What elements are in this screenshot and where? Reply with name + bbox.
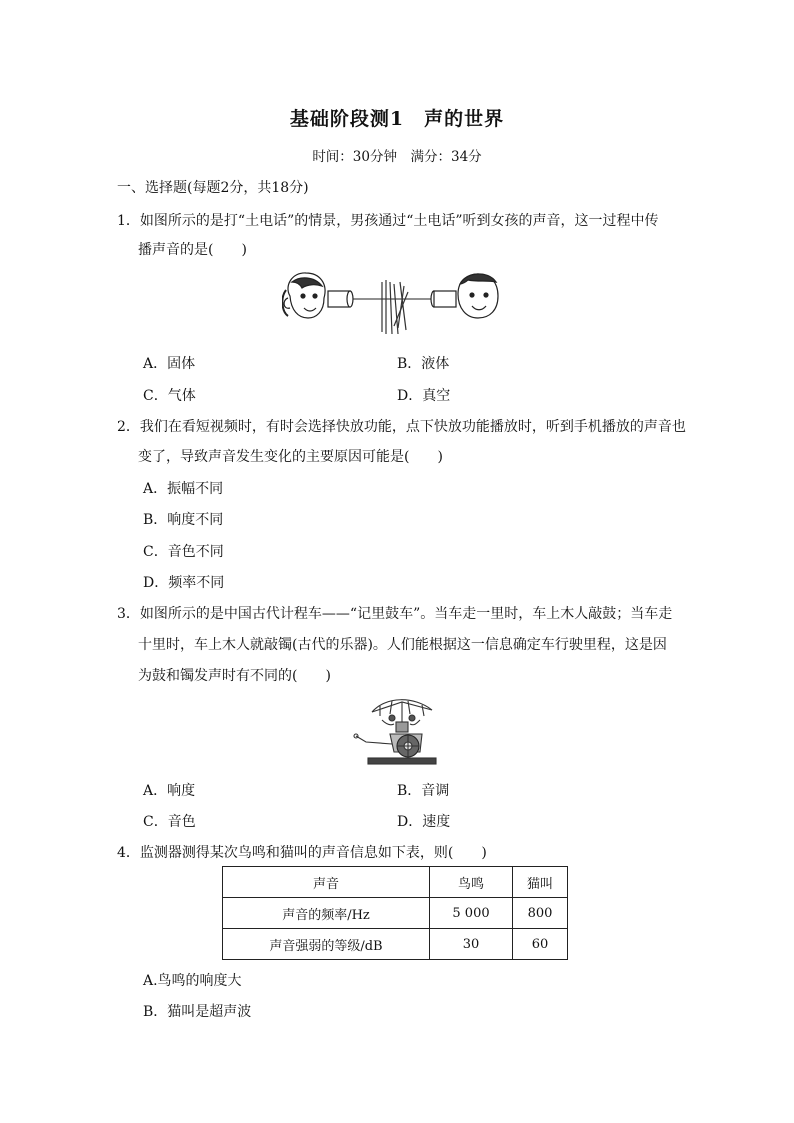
q2-option-c: C．音色不同 <box>143 544 224 560</box>
q1-option-b: B．液体 <box>397 356 450 372</box>
section-heading: 一、选择题(每题2分，共18分) <box>117 180 309 196</box>
tin-can-telephone-figure <box>282 268 502 338</box>
q2-option-d: D．频率不同 <box>143 575 225 591</box>
table-header-cell: 声音 <box>223 867 430 898</box>
q1-option-d: D．真空 <box>397 388 451 404</box>
boy-icon <box>458 274 498 318</box>
sound-data-table <box>222 866 568 960</box>
q1-text-line1: 1．如图所示的是打“土电话”的情景，男孩通过“土电话”听到女孩的声音，这一过程中传 <box>117 213 659 229</box>
drum-cart-figure <box>350 694 450 770</box>
table-row <box>223 898 568 929</box>
table-cell: 5 000 <box>430 898 513 929</box>
q4-text-line1: 4．监测器测得某次鸟鸣和猫叫的声音信息如下表，则( ) <box>117 845 487 861</box>
q3-text-line2: 十里时，车上木人就敲镯(古代的乐器)。人们能根据这一信息确定车行驶里程，这是因 <box>138 637 667 653</box>
girl-icon <box>282 273 325 318</box>
q2-option-a: A．振幅不同 <box>143 481 224 497</box>
q3-option-b: B．音调 <box>397 783 450 799</box>
q3-text-line3: 为鼓和镯发声时有不同的( ) <box>138 668 331 684</box>
q1-text-line2: 播声音的是( ) <box>138 242 247 258</box>
q4-option-b: B．猫叫是超声波 <box>143 1004 252 1020</box>
q3-text-line1: 3．如图所示的是中国古代计程车——“记里鼓车”。当车走一里时，车上木人敲鼓；当车走 <box>117 606 673 622</box>
q3-option-d: D．速度 <box>397 814 451 830</box>
q3-option-a: A．响度 <box>143 783 196 799</box>
table-cell: 800 <box>513 898 568 929</box>
table-cell: 声音强弱的等级/dB <box>223 929 430 960</box>
q2-option-b: B．响度不同 <box>143 512 224 528</box>
table-header-cell: 鸟鸣 <box>430 867 513 898</box>
q1-option-a: A．固体 <box>143 356 196 372</box>
table-cell: 声音的频率/Hz <box>223 898 430 929</box>
q2-text-line1: 2．我们在看短视频时，有时会选择快放功能，点下快放功能播放时，听到手机播放的声音也 <box>117 419 686 435</box>
q3-option-c: C．音色 <box>143 814 196 830</box>
q2-text-line2: 变了，导致声音发生变化的主要原因可能是( ) <box>138 449 443 465</box>
q4-option-a: A.鸟鸣的响度大 <box>143 973 242 989</box>
table-row <box>223 929 568 960</box>
table-header-row <box>223 867 568 898</box>
table-header-cell: 猫叫 <box>513 867 568 898</box>
table-cell: 30 <box>430 929 513 960</box>
q1-option-c: C．气体 <box>143 388 196 404</box>
page-title: 基础阶段测1 声的世界 <box>289 108 505 130</box>
exam-info: 时间：30分钟 满分：34分 <box>312 149 482 165</box>
table-cell: 60 <box>513 929 568 960</box>
